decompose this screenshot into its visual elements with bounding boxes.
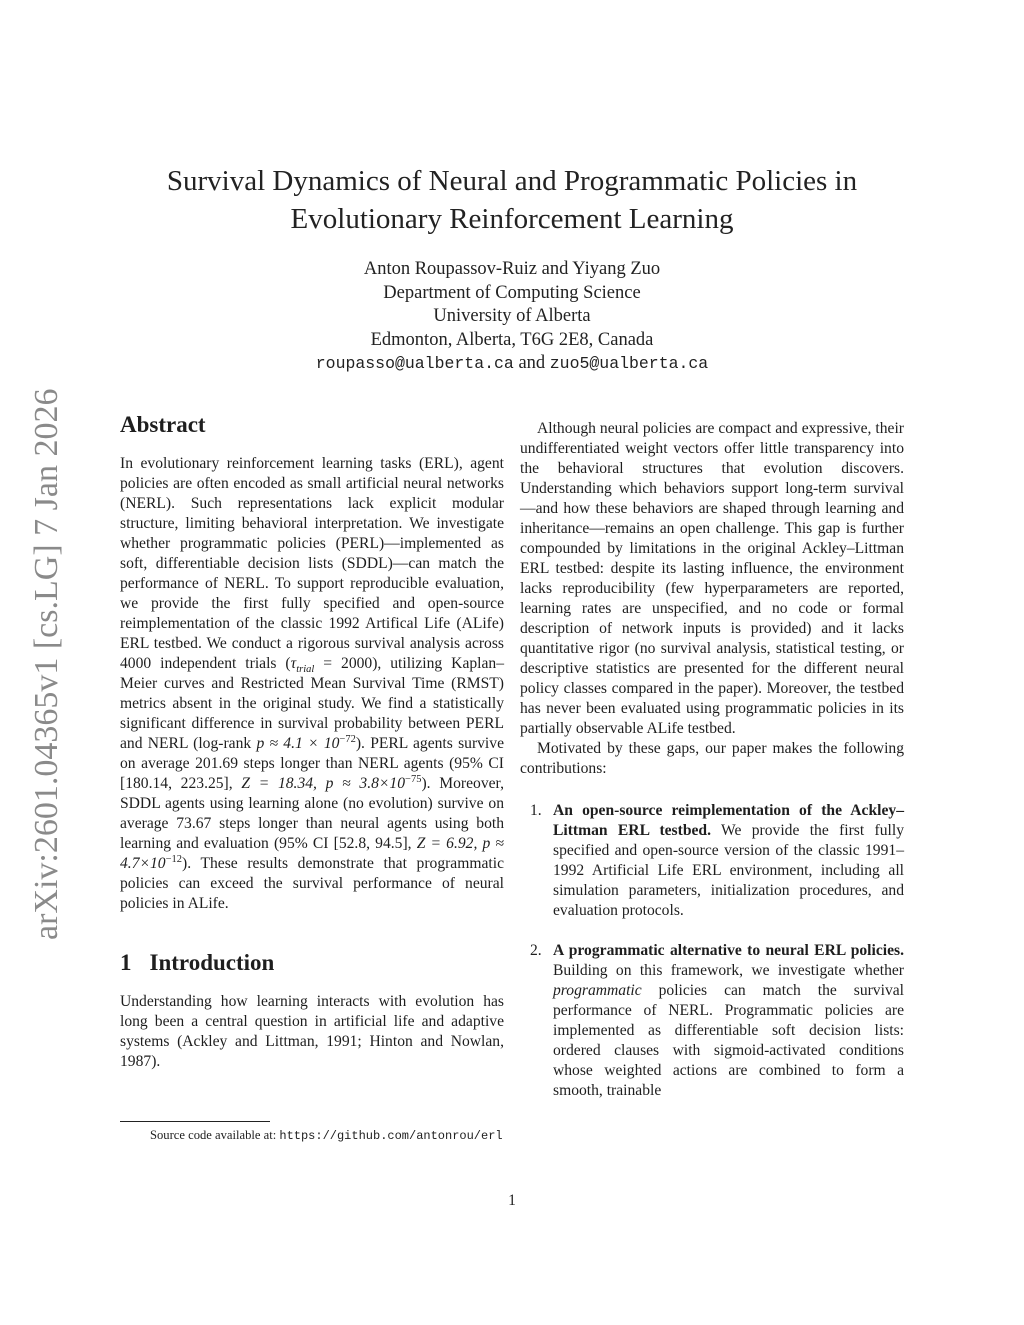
- left-column: [120, 410, 504, 1072]
- title-line-2: Evolutionary Reinforcement Learning: [290, 203, 734, 235]
- contribution-item: [520, 801, 904, 921]
- author-department: Department of Computing Science: [383, 282, 641, 303]
- author-address: Edmonton, Alberta, T6G 2E8, Canada: [370, 329, 654, 350]
- footnote: [120, 1121, 504, 1145]
- contribution-number: 2.: [530, 942, 542, 959]
- right-column: [520, 419, 904, 1101]
- introduction-paragraph: Understanding how learning interacts with evolution has long been a central question in artificial life and adaptive systems (Ackley and Littman, 1991; Hinton and Nowlan, 1987).: [120, 993, 504, 1070]
- email-link-2[interactable]: zuo5@ualberta.ca: [549, 354, 709, 373]
- abstract-heading: Abstract: [120, 412, 206, 437]
- contribution-title: An open-source reimplementation of the Ackley–Littman ERL testbed.: [553, 802, 904, 839]
- footnote-text: Source code available at: https://github.com/antonrou/erl: [150, 1128, 503, 1143]
- contribution-text: We provide the first fully specified and open-source version of the classic 1991–1992 Artificial Life ERL environment, including all simulation parameters, initialization procedures, and evaluation protocols.: [553, 822, 904, 919]
- section-number: 1: [120, 950, 132, 975]
- author-block: [200, 258, 824, 376]
- page-number: 1: [508, 1192, 516, 1209]
- motivation-paragraph: Although neural policies are compact and expressive, their undifferentiated weight vectors offer little transparency into the behavioral structures that evolution discovers. Understanding which behaviors support long-term survival—and how these behaviors are shaped through learning and inheritance—remains an open challenge. This gap is further compounded by limitations in the original Ackley–Littman ERL testbed: despite its lasting influence, the environment lacks reproducibility (few hyperparameters are reported, learning rates are unspecified, and no code or formal description of network inputs is provided) and it lacks quantitative rigor (no survival analysis, statistical testing, or descriptive statistics are presented for the different neural policy classes compared in the paper). Moreover, the testbed has never been evaluated using programmatic policies in its partially observable ALife testbed.: [520, 420, 904, 737]
- footnote-rule: [120, 1121, 270, 1122]
- arxiv-identifier: arXiv:2601.04365v1 [cs.LG] 7 Jan 2026: [28, 388, 65, 940]
- author-emails: [200, 352, 824, 376]
- introduction-heading: [120, 948, 504, 978]
- author-names: Anton Roupassov-Ruiz and Yiyang Zuo: [363, 259, 661, 279]
- paper-title: [120, 162, 904, 238]
- emphasis: programmatic: [553, 982, 642, 999]
- author-university: University of Alberta: [433, 306, 591, 326]
- section-title: Introduction: [149, 950, 275, 975]
- abstract-text: In evolutionary reinforcement learning tasks (ERL), agent policies are often encoded as small artificial neural networks (NERL). Such representations lack explicit modular structure, limiting behavioral interpretation. We investigate whether programmatic policies (PERL)—implemented as soft, differentiable decision lists (SDDL)—can match the performance of NERL. To support reproducible evaluation, we provide the first fully specified and open-source reimplementation of the classic 1992 Artifical Life (ALife) ERL testbed. We conduct a rigorous survival analysis across 4000 independent trials $(\tau_{trial} = 2000)$, utilizing Kaplan–Meier curves and Restricted Mean Survival Time (RMST) metrics absent in the original study. We find a statistically significant difference in survival probability between PERL and NERL (log-rank $p \approx 4.1 \times 10^{-72}$). PERL agents survive on average 201.69 steps longer than NERL agents (95% CI [180.14, 223.25], Z = 18.34, $p \approx 3.8\times 10^{-75}$). Moreover, SDDL agents using learning alone (no evolution) survive on average 73.67 steps longer than neural agents using both learning and evaluation (95% CI [52.8, 94.5], Z = 6.92, $p \approx 4.7\times 10^{-12}$). These results demonstrate that programmatic policies can exceed the survival performance of neural policies in ALife.: [120, 455, 505, 912]
- contribution-item: 2. A programmatic alternative to neural ERL policies. Building on this framework, we investigate whether programmatic policies can match the survival performance of NERL. Programmatic policies are implemented as differentiable soft decision lists: ordered clauses with sigmoid-activated conditions whose weighted actions are combined to form a smooth, trainable: [530, 942, 904, 1099]
- email-separator: and: [513, 353, 550, 373]
- source-code-link[interactable]: https://github.com/antonrou/erl: [279, 1129, 503, 1143]
- contribution-number: 1.: [530, 802, 542, 819]
- title-line-1: Survival Dynamics of Neural and Programmatic Policies in: [166, 165, 858, 197]
- contributions-intro: Motivated by these gaps, our paper makes the following contributions:: [520, 740, 904, 777]
- email-link-1[interactable]: roupasso@ualberta.ca: [315, 354, 514, 373]
- contribution-title: A programmatic alternative to neural ERL policies.: [553, 942, 904, 959]
